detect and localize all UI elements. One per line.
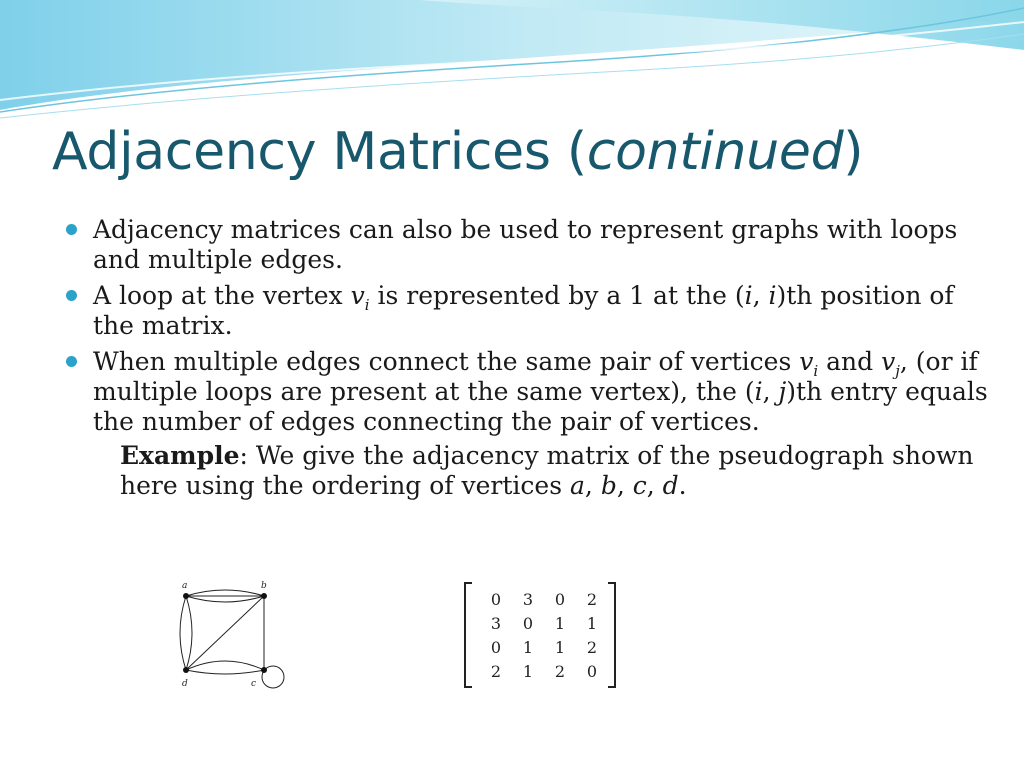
- matrix-row: [480, 587, 608, 611]
- math-var: v: [350, 281, 365, 310]
- bullet-text: )th position of the matrix.: [93, 281, 954, 340]
- title-close: ): [843, 122, 864, 182]
- edge-c-d: [186, 661, 264, 670]
- bullet-text: ,: [752, 281, 769, 310]
- adjacency-matrix: [464, 582, 616, 688]
- math-var: d: [662, 471, 679, 500]
- math-sub: i: [813, 362, 819, 380]
- bullet-item: [66, 347, 996, 501]
- bullet-dot-icon: [66, 356, 77, 367]
- bullet-text: , (or if multiple loops are present at the same vertex), the (: [93, 347, 978, 406]
- vertex-label-d: d: [182, 679, 188, 689]
- math-var: c: [632, 471, 647, 500]
- matrix-cell: 2: [586, 589, 598, 609]
- math-var: i: [744, 281, 753, 310]
- slide-title: [52, 122, 863, 182]
- vertex-a: [183, 593, 189, 599]
- vertex-c: [261, 667, 267, 673]
- bullet-item: [66, 215, 996, 275]
- matrix-cell: 1: [522, 637, 534, 657]
- bullet-text: Adjacency matrices can also be used to represent graphs with loops and multiple edges.: [93, 215, 958, 274]
- matrix-cell: 1: [554, 637, 566, 657]
- vertex-label-b: b: [261, 581, 267, 591]
- edge-b-d: [186, 596, 264, 670]
- edge-a-d: [186, 596, 192, 670]
- vertex-label-c: c: [251, 679, 257, 689]
- example-text: .: [678, 471, 687, 500]
- matrix-cell: 0: [490, 589, 502, 609]
- edge-c-d: [186, 670, 264, 674]
- math-var: b: [600, 471, 617, 500]
- math-var: i: [754, 377, 763, 406]
- title-main: Adjacency Matrices (: [52, 122, 587, 182]
- bullet-dot-icon: [66, 224, 77, 235]
- bullet-dot-icon: [66, 290, 77, 301]
- matrix-cell: 2: [554, 661, 566, 681]
- header-wave-decoration: [0, 0, 1024, 130]
- bullet-text: is represented by a 1 at the (: [369, 281, 745, 310]
- matrix-bracket-right: [608, 582, 614, 688]
- matrix-row: [480, 611, 608, 635]
- math-var: v: [881, 347, 896, 376]
- matrix-row: [480, 635, 608, 659]
- pseudograph-figure: [170, 578, 290, 694]
- matrix-cell: 1: [554, 613, 566, 633]
- math-var: v: [799, 347, 814, 376]
- vertex-b: [261, 593, 267, 599]
- math-var: a: [570, 471, 585, 500]
- math-var: j: [778, 377, 787, 406]
- matrix-cell: 0: [586, 661, 598, 681]
- example-label: Example: [120, 441, 240, 470]
- matrix-cell: 1: [522, 661, 534, 681]
- slide-body: [66, 215, 996, 507]
- matrix-cell: 0: [554, 589, 566, 609]
- example-text: : We give the adjacency matrix of the pseudograph shown here using the ordering of vertices: [120, 441, 974, 500]
- vertex-d: [183, 667, 189, 673]
- title-italic: continued: [586, 122, 844, 182]
- matrix-cell: 1: [586, 613, 598, 633]
- matrix-row: [480, 659, 608, 683]
- matrix-cell: 3: [490, 613, 502, 633]
- bullet-text: )th entry equals the number of edges connecting the pair of vertices.: [93, 377, 988, 436]
- matrix-cell: 0: [522, 613, 534, 633]
- example-text: ,: [584, 471, 601, 500]
- matrix-grid: [480, 587, 608, 683]
- math-var: i: [768, 281, 777, 310]
- matrix-bracket-left: [466, 582, 472, 688]
- example-paragraph: [93, 441, 996, 501]
- bullet-text: ,: [762, 377, 779, 406]
- example-text: ,: [616, 471, 633, 500]
- matrix-cell: 2: [490, 661, 502, 681]
- bullet-item: [66, 281, 996, 341]
- bullet-text: When multiple edges connect the same pair of vertices: [93, 347, 800, 376]
- math-sub: i: [364, 296, 370, 314]
- bullet-text: A loop at the vertex: [93, 281, 351, 310]
- matrix-cell: 0: [490, 637, 502, 657]
- matrix-cell: 2: [586, 637, 598, 657]
- vertex-label-a: a: [182, 581, 188, 591]
- edge-a-b: [186, 596, 264, 602]
- bullet-text: and: [818, 347, 882, 376]
- edge-a-b: [186, 590, 264, 596]
- edge-a-d: [180, 596, 186, 670]
- matrix-cell: 3: [522, 589, 534, 609]
- example-text: ,: [646, 471, 663, 500]
- math-sub: j: [895, 362, 900, 380]
